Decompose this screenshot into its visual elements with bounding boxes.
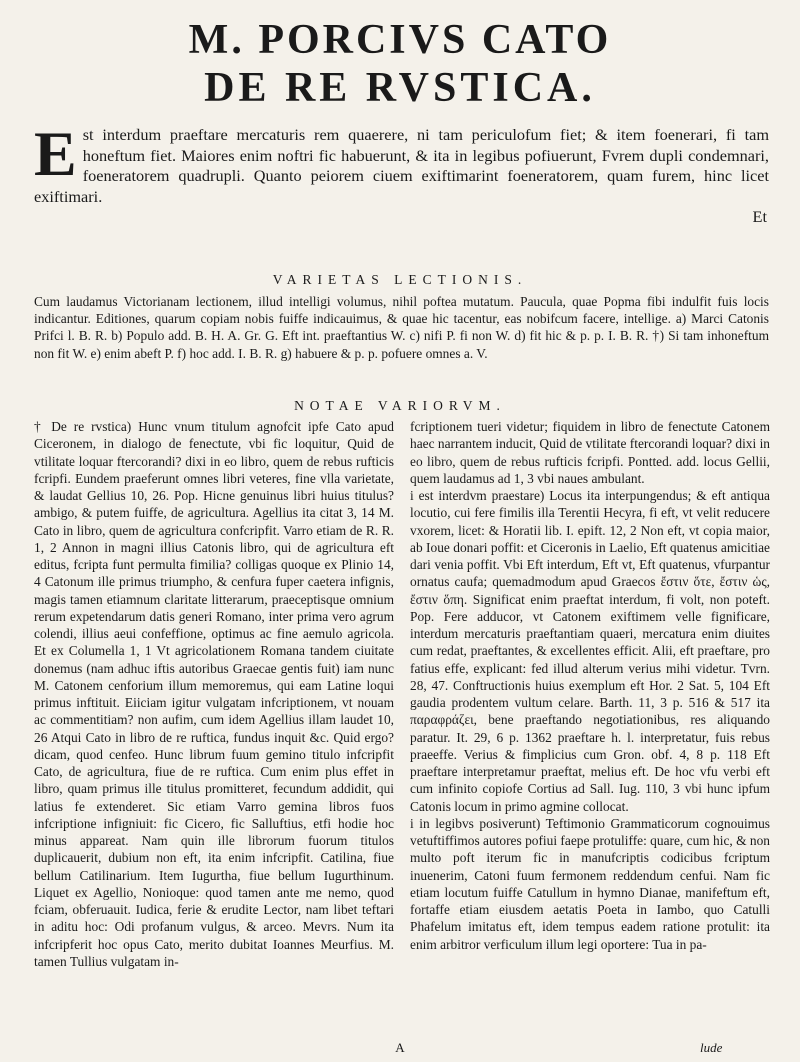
right-note-3: i in legibvs posiverunt) Teftimonio Grammaticorum cognouimus vetuftiffimos autores pofiui faepe protuliffe: quare, cum hic, & non multo poft iterum fic in manufcriptis codicibus fcriptum inuenerim, Catoni fuum fermonem reddendum cenfui. Nam fic etiam locutum fuiffe Catullum in hymno Dianae, manifeftum eft, fortaffe etiam eiusdem aetatis Poeta in Iambo, quo Catulli Phafelum imitatus eft, idem tempus eadem ratione protulit: ita enim arbitror verficulum illum legi oportere: Tua in pa- bbox=[410, 815, 770, 952]
lead-paragraph bbox=[34, 118, 769, 228]
right-note-1: fcriptionem tueri videtur; fiquidem in libro de fenectute Catonem haec narrantem inducit, Quid de vtilitate ftercorandi loquar? dixi in eo libro, quem de rebus rufticis fcripfi. Pontted. add. locus Gellii, quem laudamus ad 1, 3 vbi naues ambulant. bbox=[410, 419, 770, 486]
varietas-text: Cum laudamus Victorianam lectionem, illud intelligi volumus, nihil poftea mutatum. Paucula, quae Popma fibi indulfit fuis locis indicantur. Editiones, quarum copiam nobis fuiffe indicauimus, & quae hic tacentur, eas nobifcum facere, intellige. a) Marci Catonis Prifci l. B. R. b) Populo add. B. H. A. Gr. G. Eft int. praeftantius W. c) nifi P. fi non W. d) fit hic & p. p. I. B. R. †) Si tam inhoneftum non fit W. e) enim abeft P. f) hoc add. I. B. R. g) habuere & p. p. pofuere omnes a. V. bbox=[34, 294, 769, 361]
right-note-2: i est interdvm praestare) Locus ita interpungendus; & eft antiqua locutio, cui fere fimilis illa Terentii Hecyra, fi eft, vt velit reducere vxorem, licet: & Horatii lib. I. epift. 12, 2 Non eft, vt copia maior, ab Ioue donari poffit: et Ciceronis in Laelio, Eft quatenus amicitiae dari venia poffit. Vbi Eft interdum, Eft vt, Eft quatenus, vfurpantur ornatus caufa; quemadmodum apud Graecos ἔστιν ὅτε, ἔστιν ὡς, ἔστιν ὅπη. Significat enim praeftat interdum, fi volt, non poteft. Pop. Fere adducor, vt Catonem exiftimem velle fignificare, interdum mercaturis praeftantiam quaeri, mercatura enim diuites cum redat, praeftantes, & excellentes efficit. Alii, eft praeftare, pro fatius effe, explicant: fed illud alterum verius mihi videtur. Tvrn. 28, 47. Conftructionis huius exemplum eft Hor. 2 Sat. 5, 104 Eft gaudia prodentem vultum celare. Barth. 11, 3 p. 516 & 517 ita παραφράζει, bene praeftando negotiationibus, res aliquando paratur. It. 29, 6 p. 1362 praeftare h. l. interpretatur, fuis rebus praeeffe. Verius & fimplicius cum Gron. obf. 4, 8 p. 118 Eft praeftare interpretamur praeftat, melius eft. De hoc vfu verbi eft cum infinito copiofe Cortius ad Sall. Iug. 110, 3 vbi hunc ipfum Catonis locum in primo agmine collocat. bbox=[410, 488, 770, 814]
work-title: DE RE RVSTICA. bbox=[204, 65, 596, 111]
notae-heading: NOTAE VARIORVM. bbox=[294, 398, 506, 413]
right-column bbox=[410, 418, 770, 953]
author-title: M. PORCIVS CATO bbox=[188, 17, 612, 63]
drop-cap: E bbox=[34, 118, 77, 189]
lead-catchword: Et bbox=[752, 207, 767, 226]
signature-mark: A bbox=[395, 1040, 405, 1055]
left-note: † De re rvstica) Hunc vnum titulum agnofcit ipfe Cato apud Ciceronem, in dialogo de fenectute, vbi fic loquitur, Quid de vtilitate loquar ftercorandi? dixi in eo libro, quem de rebus rufticis fcripfi. Eundem praeferunt omnes libri veteres, fine vlla varietate, & laudat Gellius 10, 26. Pop. Hicne genuinus libri huius titulus? ambigo, & putem fuiffe, de agricultura. Agellius ita citat 3, 14 M. Cato in libro, quem de agricultura confcripfit. Varro etiam de R. R. 1, 2 Annon in magni illius Catonis libro, qui de agricultura eft editus, fcripta funt permulta fimilia? colligas quoque ex Plinio 14, 4 Catonum ille primus triumpho, & cenfura fuper caetera infignis, magis tamen etiamnum claritate litterarum, praeceptisque omnium rerum expetendarum datis generi Romano, inter prima vero agrum colendi, illius aeui confeffione, optimus ac fine aemulo agricola. Et ex Columella 1, 1 Vt agricolationem Romana tandem ciuitate donemus (nam adhuc iftis autoribus Graecae gentis fuit) iam nunc M. Catonem cenforium illum memoremus, qui eam Latine loqui primus inftituit. Eiiciam igitur vulgatam infcriptionem, vt nouam ac commentitiam? non aufim, cum idem Agellius illam laudet 10, 26 Atqui Cato in libro de re ruftica, fundus inquit &c. Quid ergo? dicam, quod cenfeo. Hunc librum fuum gemino titulo infcripfit Cato, de agricultura, fiue de re ruftica. Cum enim plus effet in libro, quam primus ille titulus promitteret, fecundum addidit, qui latius fe extenderet. Sic etiam Varro gemina libros fuos infcriptione infigniuit: fic Cicero, fic Salluftius, etfi hodie hoc minus appareat. Nam quin ille librorum fuorum titulos duplicauerit, dubium non eft, ita enim infcripfit. Catilina, fiue bellum Catilinarium. Item Iugurtha, fiue bellum Iugurthinum. Liquet ex Agellio, Nonioque: quod tamen ante me nemo, quod fciam, obferuauit. Iudica, ferie & erudite Lector, nam libet teftari in aditu hoc: Odi profanum vulgus, & arceo. Mevrs. Num ita infcripferit hoc opus Cato, merito dubitat Ioannes Meurfius. M. tamen Tullius vulgatam in- bbox=[34, 419, 394, 969]
catchword: lude bbox=[700, 1040, 723, 1055]
varietas-heading: VARIETAS LECTIONIS. bbox=[272, 272, 528, 287]
lead-text: st interdum praeftare mercaturis rem quaerere, ni tam periculofum fiet; & item foenerari, fi tam honeftum fiet. Maiores enim noftri fic habuerunt, & ita in legibus pofiuerunt, Fvrem dupli condemnari, foeneratorem quadrupli. Quanto peiorem ciuem exiftimarint foeneratorem, quam furem, hinc licet exiftimari. bbox=[34, 125, 769, 206]
left-column bbox=[34, 418, 394, 970]
